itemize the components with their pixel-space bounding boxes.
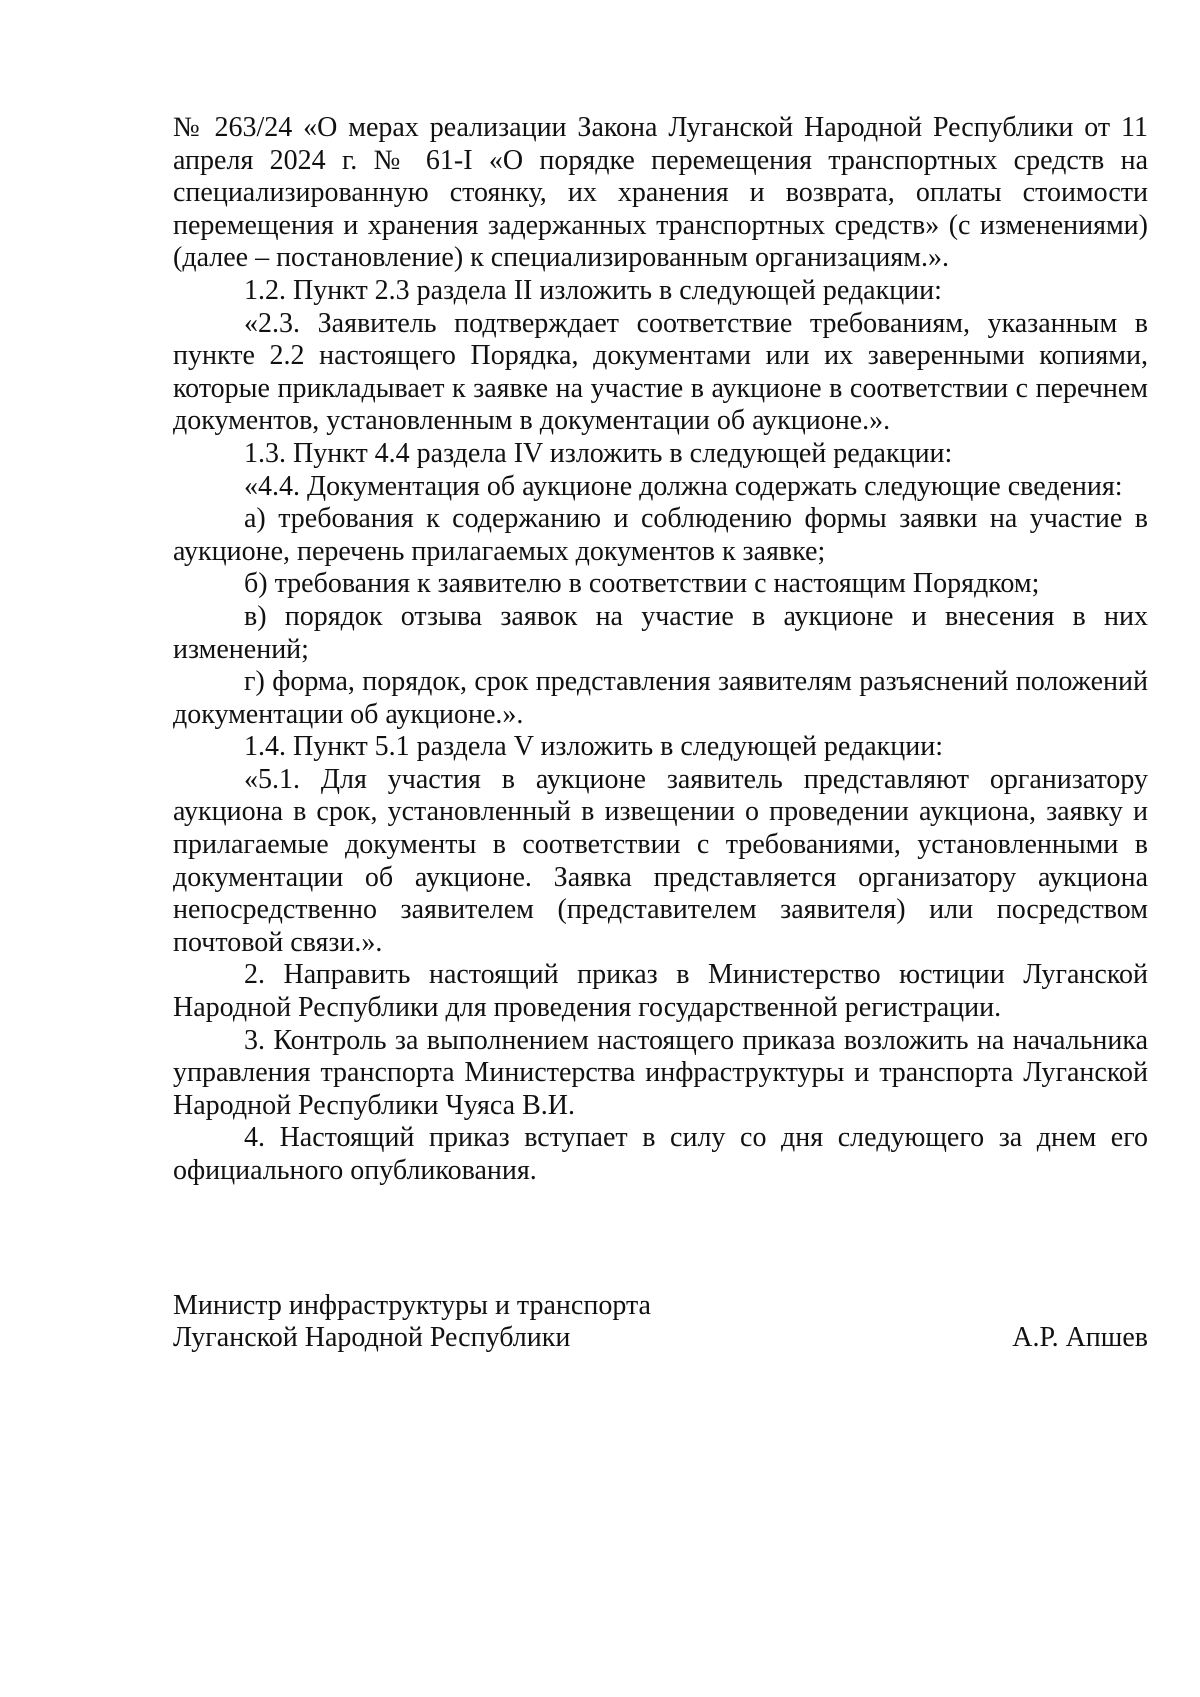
signer-name: А.Р. Апшев [1012, 1322, 1148, 1353]
signature-block [173, 1290, 1148, 1354]
paragraph-item-2: 2. Направить настоящий приказ в Министерство юстиции Луганской Народной Республики для проведения государственной регистрации. [173, 959, 1148, 1024]
signer-title-line-2: Луганской Народной Республики [173, 1322, 571, 1353]
paragraph-subitem-a: а) требования к содержанию и соблюдению формы заявки на участие в аукционе, перечень прилагаемых документов к заявке; [173, 503, 1148, 567]
paragraph-subitem-b: б) требования к заявителю в соответствии с настоящим Порядком; [244, 568, 1040, 600]
document-body [173, 112, 1148, 1188]
paragraph-item-3: 3. Контроль за выполнением настоящего приказа возложить на начальника управления транспорта Министерства инфраструктуры и транспорта Луганской Народной Республики Чуяса В.И. [173, 1024, 1148, 1121]
paragraph-continuation: № 263/24 «О мерах реализации Закона Луганской Народной Республики от 11 апреля 2024 г. № 61-I «О порядке перемещения транспортных средств на специализированную стоянку, их хранения и возврата, оплаты стоимости перемещения и хранения задержанных транспортных средств» (с изменениями) (далее – постановление) к специализированным организациям.». [173, 112, 1148, 274]
signer-title-line-1: Министр инфраструктуры и транспорта [173, 1290, 651, 1321]
paragraph-subitem-g: г) форма, порядок, срок представления заявителям разъяснений положений документации об аукционе.». [173, 666, 1148, 730]
paragraph-item-1-3: 1.3. Пункт 4.4 раздела IV изложить в следующей редакции: [244, 437, 953, 469]
paragraph-item-4: 4. Настоящий приказ вступает в силу со дня следующего за днем его официального опубликования. [173, 1122, 1148, 1186]
paragraph-quote-4-4: «4.4. Документация об аукционе должна содержать следующие сведения: [244, 470, 1123, 502]
paragraph-quote-5-1: «5.1. Для участия в аукционе заявитель представляют организатору аукциона в срок, установленный в извещении о проведении аукциона, заявку и прилагаемые документы в соответствии с требованиями, установленными в документации об аукционе. Заявка представляется организатору аукциона непосредственно заявителем (представителем заявителя) или посредством почтовой связи.». [173, 763, 1148, 958]
signature-row [173, 1322, 1148, 1354]
paragraph-subitem-v: в) порядок отзыва заявок на участие в аукционе и внесения в них изменений; [173, 600, 1148, 665]
paragraph-item-1-4: 1.4. Пункт 5.1 раздела V изложить в следующей редакции: [244, 731, 943, 763]
paragraph-item-1-2: 1.2. Пункт 2.3 раздела II изложить в следующей редакции: [244, 274, 942, 306]
paragraph-quote-2-3: «2.3. Заявитель подтверждает соответствие требованиям, указанным в пункте 2.2 настоящего Порядка, документами или их заверенными копиями, которые прикладывает к заявке на участие в аукционе в соответствии с перечнем документов, установленным в документации об аукционе.». [173, 307, 1148, 437]
